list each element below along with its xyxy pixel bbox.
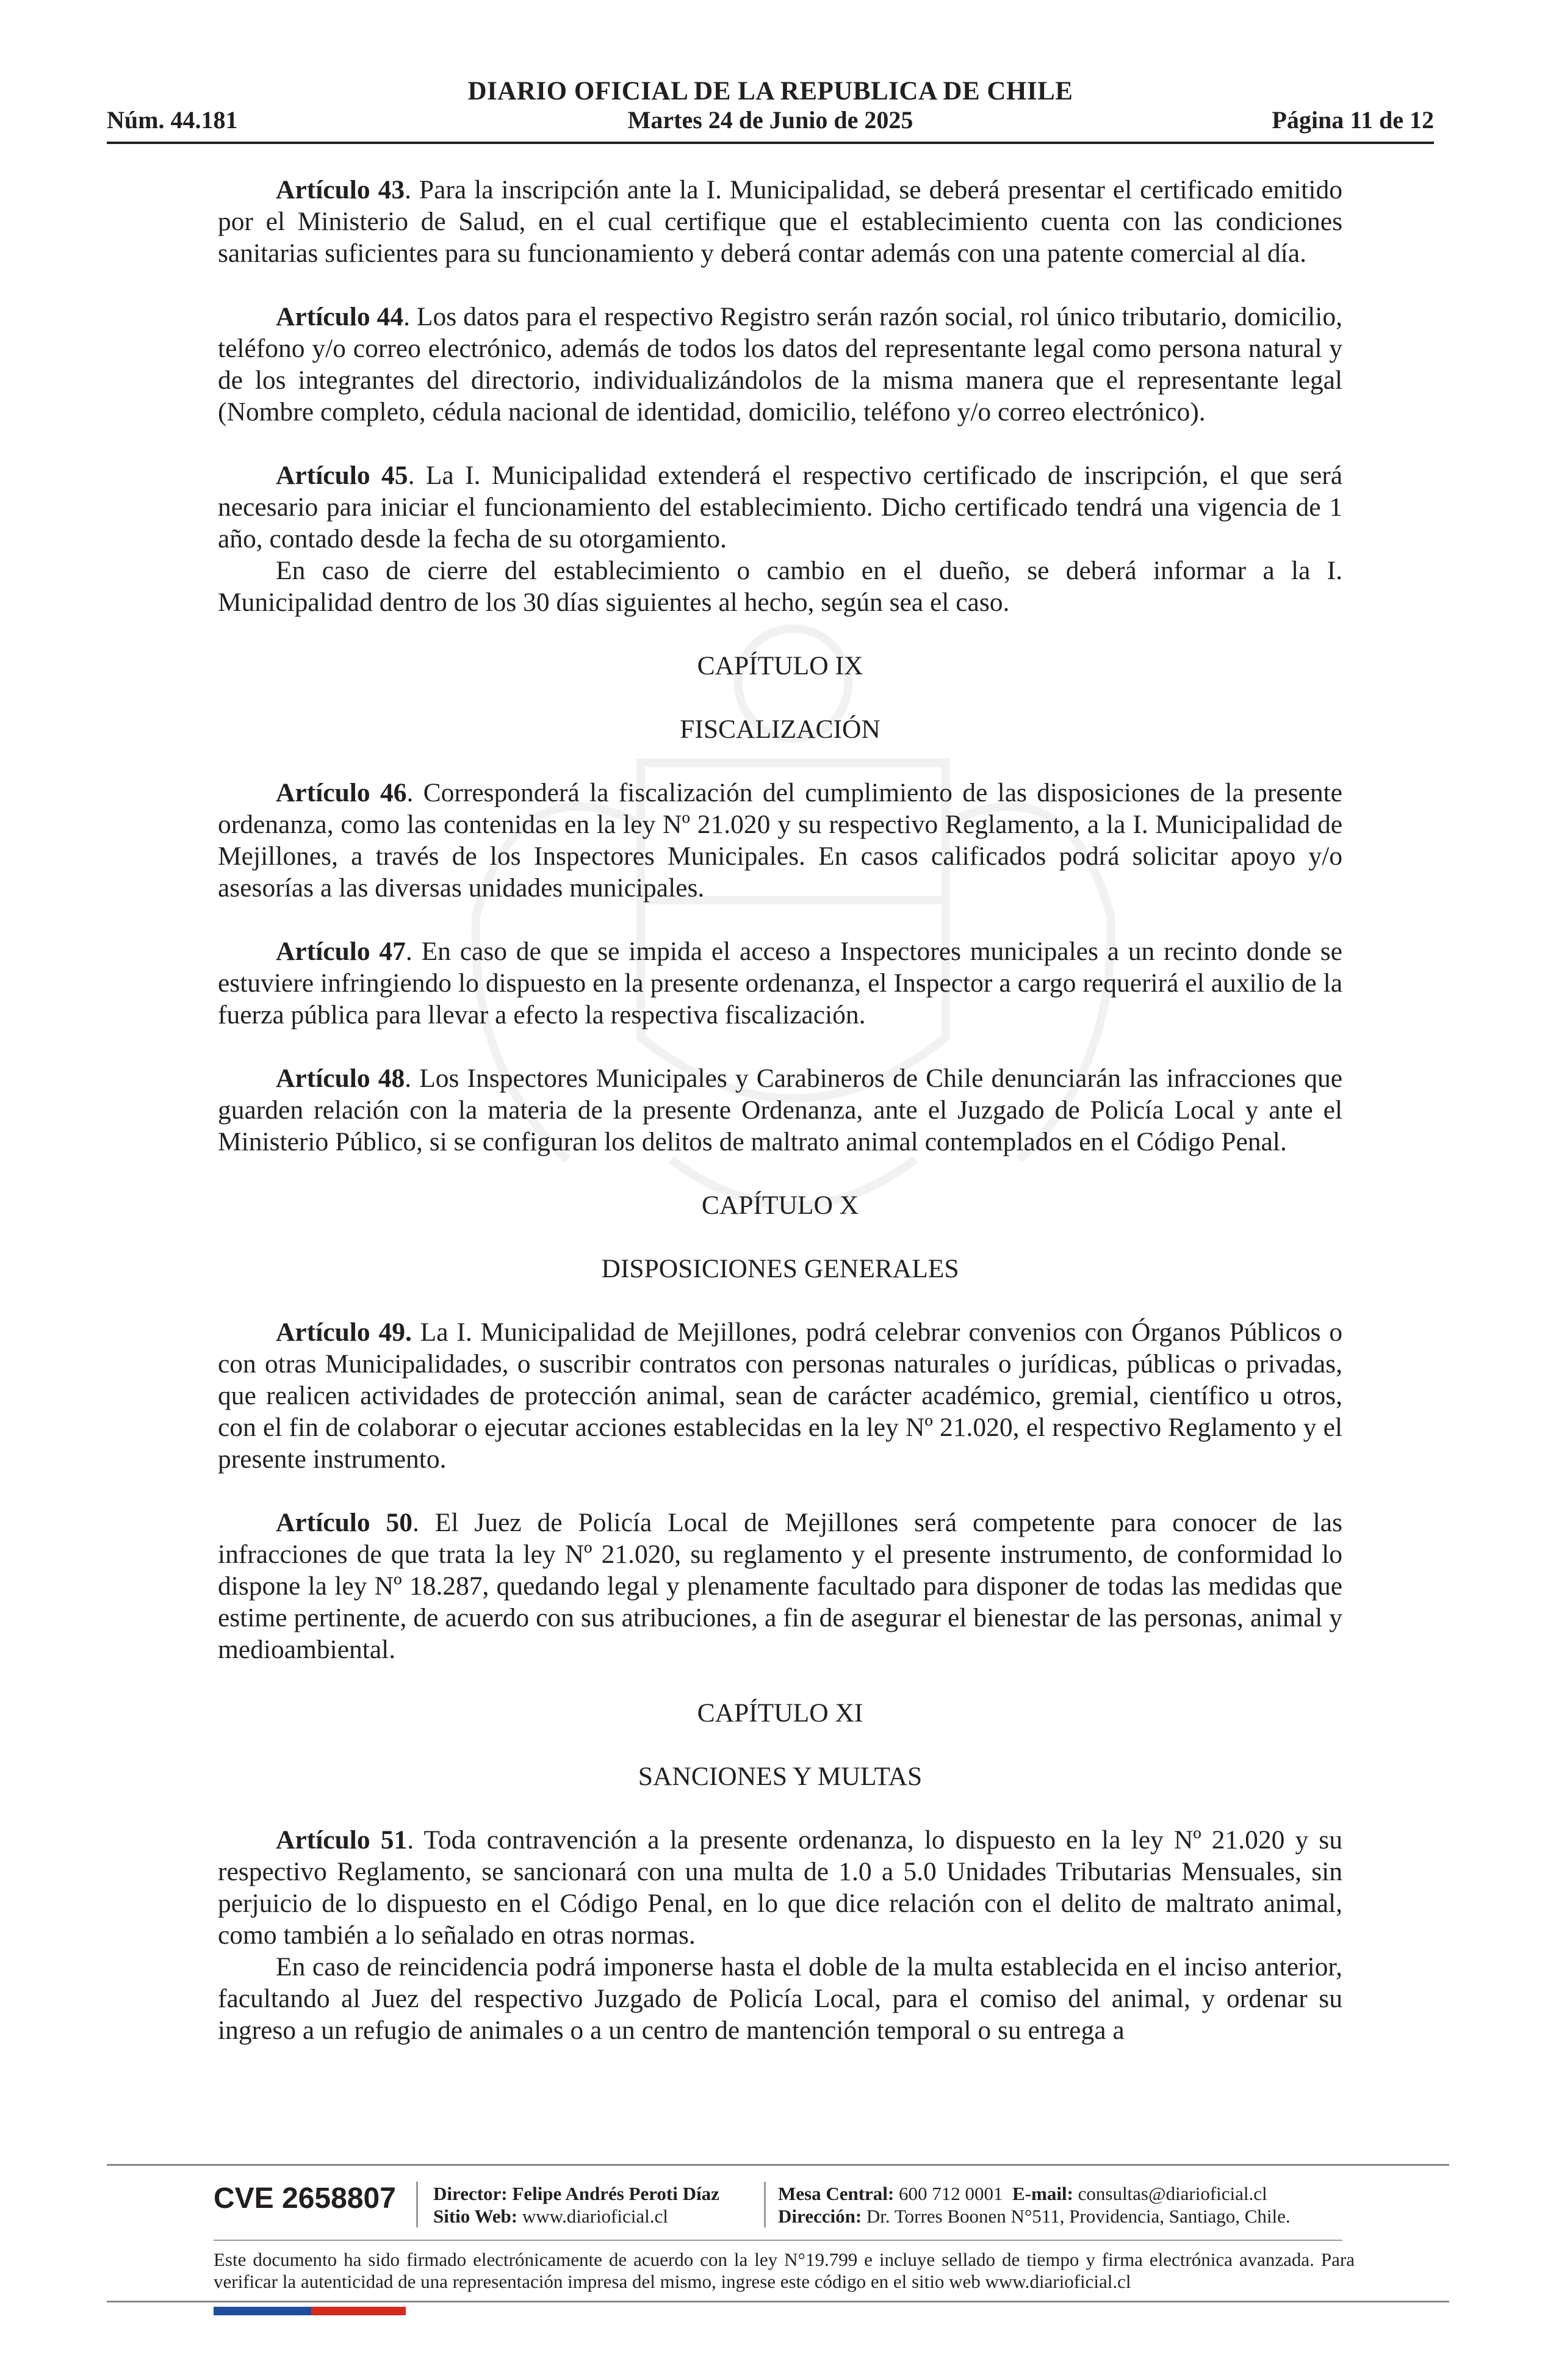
address-value: Dr. Torres Boonen N°511, Providencia, Santiago, Chile. [866, 2205, 1291, 2227]
cve-code: CVE 2658807 [214, 2182, 396, 2215]
article-47 [218, 936, 1342, 1031]
mesa-label: Mesa Central: [778, 2183, 895, 2204]
article-text: . Los datos para el respectivo Registro serán razón social, rol único tributario, domicilio, teléfono y/o correo electrónico, además de todos los datos del representante legal como persona natural y de los integrantes del directorio, individualizándolos de la misma manera que el representante legal (Nombre completo, cédula nacional de identidad, domicilio, teléfono y/o correo electrónico). [218, 302, 1342, 427]
page-header [107, 76, 1434, 146]
article-label: Artículo 44 [276, 302, 404, 331]
address-line [778, 2205, 1291, 2227]
address-label: Dirección: [778, 2205, 862, 2227]
article-text: La I. Municipalidad de Mejillones, podrá celebrar convenios con Órganos Públicos o con otras Municipalidades, o suscribir contratos con personas naturales o jurídicas, públicas o privadas, que realicen actividades de protección animal, sean de carácter académico, gremial, científico u otros, con el fin de colaborar o ejecutar acciones establecidas en la ley Nº 21.020, el respectivo Reglamento y el presente instrumento. [218, 1318, 1342, 1474]
article-text: . En caso de que se impida el acceso a Inspectores municipales a un recinto donde se estuviere infringiendo lo dispuesto en la presente ordenanza, el Inspector a cargo requerirá el auxilio de la fuerza pública para llevar a efecto la respectiva fiscalización. [218, 937, 1342, 1030]
article-45-paragraph-2: En caso de cierre del establecimiento o cambio en el dueño, se deberá informar a la I. Municipalidad dentro de los 30 días siguientes al hecho, según sea el caso. [218, 556, 1342, 617]
electronic-signature-notice: Este documento ha sido firmado electrónicamente de acuerdo con la ley N°19.799 e incluye sellado de tiempo y firma electrónica avanzada. Para verificar la autenticidad de una representación impresa del mismo, ingrese este código en el sitio web www.diarioficial.cl [214, 2249, 1355, 2292]
article-label: Artículo 50 [276, 1508, 413, 1537]
chapter-11-heading: CAPÍTULO XI [697, 1698, 863, 1728]
footer-top-divider [107, 2164, 1449, 2166]
email-label: E-mail: [1012, 2183, 1073, 2204]
issue-date: Martes 24 de Junio de 2025 [627, 106, 913, 134]
article-label: Artículo 46 [276, 778, 407, 807]
article-49 [218, 1316, 1342, 1475]
article-label: Artículo 45 [276, 461, 408, 490]
article-text: . La I. Municipalidad extenderá el respectivo certificado de inscripción, el que será necesario para iniciar el funcionamiento del establecimiento. Dicho certificado tendrá una vigencia de 1 año, contado desde la fecha de su otorgamiento. [218, 461, 1342, 554]
footer-middle-divider [214, 2240, 1342, 2241]
document-body [218, 174, 1342, 2046]
article-46 [218, 777, 1342, 904]
page-number: Página 11 de 12 [1272, 106, 1434, 134]
chapter-10-heading: CAPÍTULO X [701, 1191, 859, 1220]
chapter-9-heading: CAPÍTULO IX [697, 651, 863, 680]
header-divider [107, 142, 1434, 144]
footer-separator [416, 2182, 418, 2227]
article-label: Artículo 47 [276, 937, 406, 966]
website-line [433, 2205, 719, 2227]
chapter-9-title: FISCALIZACIÓN [680, 715, 881, 744]
chapter-10-title: DISPOSICIONES GENERALES [601, 1254, 959, 1283]
article-text: . Toda contravención a la presente ordenanza, lo dispuesto en la ley Nº 21.020 y su respectivo Reglamento, se sancionará con una multa de 1.0 a 5.0 Unidades Tributarias Mensuales, sin perjuicio de lo dispuesto en el Código Penal, en lo que dice relación con el delito de maltrato animal, como también a lo señalado en otras normas. [218, 1825, 1342, 1950]
website-label: Sitio Web: [433, 2205, 518, 2227]
footer-director-block [433, 2182, 719, 2227]
newspaper-title: DIARIO OFICIAL DE LA REPUBLICA DE CHILE [467, 77, 1073, 106]
website-link[interactable]: www.diarioficial.cl [522, 2205, 668, 2227]
chapter-11-title: SANCIONES Y MULTAS [638, 1762, 923, 1791]
flag-stripe-blue [214, 2307, 311, 2315]
article-43 [218, 174, 1342, 269]
article-text: . El Juez de Policía Local de Mejillones será competente para conocer de las infracciones de que trata la ley Nº 21.020, su reglamento y el presente instrumento, de conformidad lo dispone la ley Nº 18.287, quedando legal y plenamente facultado para disponer de todas las medidas que estime pertinente, de acuerdo con sus atribuciones, a fin de asegurar el bienestar de las personas, animal y medioambiental. [218, 1508, 1342, 1664]
article-text: . Corresponderá la fiscalización del cumplimiento de las disposiciones de la presente ordenanza, como las contenidas en la ley Nº 21.020 y su respectivo Reglamento, a la I. Municipalidad de Mejillones, a través de los Inspectores Municipales. En casos calificados podrá solicitar apoyo y/o asesorías a las diversas unidades municipales. [218, 778, 1342, 903]
footer-bottom-divider [107, 2301, 1449, 2302]
article-label: Artículo 48 [276, 1064, 405, 1093]
article-51 [218, 1824, 1342, 1951]
article-label: Artículo 43 [276, 175, 405, 204]
issue-number: Núm. 44.181 [107, 106, 238, 134]
article-51-paragraph-2: En caso de reincidencia podrá imponerse hasta el doble de la multa establecida en el inciso anterior, facultando al Juez del respectivo Juzgado de Policía Local, para el comiso del animal, y ordenar su ingreso a un refugio de animales o a un centro de mantención temporal o su entrega a [218, 1952, 1342, 2045]
article-50 [218, 1507, 1342, 1665]
director-label: Director: [433, 2183, 508, 2204]
article-45 [218, 460, 1342, 555]
article-44 [218, 301, 1342, 428]
article-text: . Los Inspectores Municipales y Carabineros de Chile denunciarán las infracciones que guarden relación con la materia de la presente Ordenanza, ante el Juzgado de Policía Local y ante el Ministerio Público, si se configuran los delitos de maltrato animal contemplados en el Código Penal. [218, 1064, 1342, 1156]
article-text: . Para la inscripción ante la I. Municipalidad, se deberá presentar el certificado emitido por el Ministerio de Salud, en el cual certifique que el establecimiento cuenta con las condiciones sanitarias suficientes para su funcionamiento y deberá contar además con una patente comercial al día. [218, 175, 1342, 268]
footer-separator [764, 2182, 766, 2227]
contact-line [778, 2182, 1291, 2205]
footer-contact-block [778, 2182, 1291, 2227]
article-48 [218, 1062, 1342, 1158]
article-label: Artículo 49. [276, 1318, 412, 1347]
flag-stripe-red [311, 2307, 406, 2315]
article-label: Artículo 51 [276, 1825, 408, 1855]
mesa-phone: 600 712 0001 [899, 2183, 1003, 2204]
director-line [433, 2182, 719, 2205]
director-name: Felipe Andrés Peroti Díaz [512, 2183, 719, 2204]
email-link[interactable]: consultas@diarioficial.cl [1078, 2183, 1267, 2204]
